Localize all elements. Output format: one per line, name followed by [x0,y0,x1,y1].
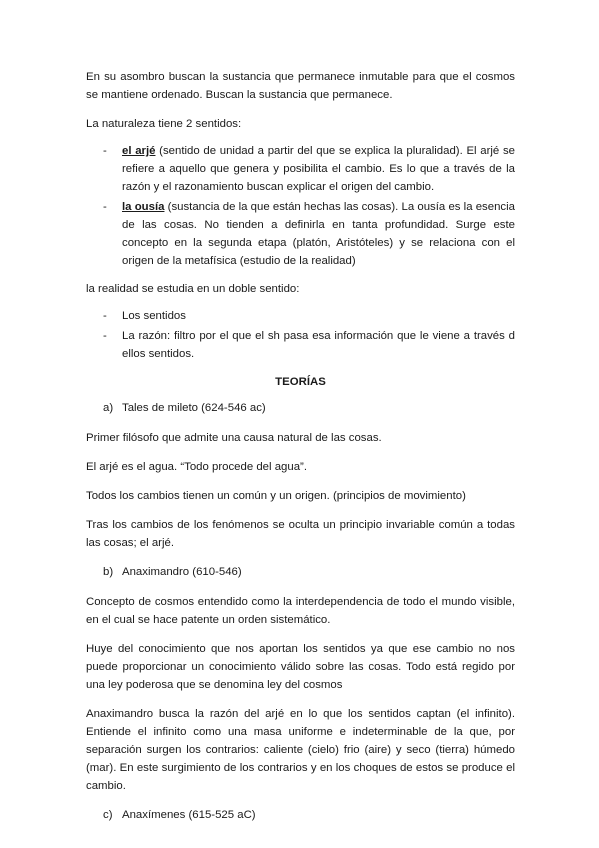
enum-marker: c) [103,809,113,821]
theory-title: Tales de mileto (624-546 ac) [122,402,266,414]
paragraph: Concepto de cosmos entendido como la interdependencia de todo el mundo visible, en el cual se hace patente un orden sistemático. [86,596,515,626]
term-arje: el arjé [122,145,156,157]
theory-c-heading [86,806,515,824]
list-item-senses [86,307,515,325]
reality-item-text: Los sentidos [122,310,186,322]
paragraph: Tras los cambios de los fenómenos se oculta un principio invariable común a todas las cosas; el arjé. [86,519,515,549]
dash-bullet: - [103,145,107,157]
dash-bullet: - [103,330,107,342]
enum-marker: a) [103,402,114,414]
theory-title: Anaxímenes (615-525 aC) [122,809,256,821]
dash-bullet: - [103,310,107,322]
paragraph: Huye del conocimiento que nos aportan los sentidos ya que ese cambio no nos puede proporcionar un conocimiento válido sobre las cosas. Todo está regido por una ley poderosa que se denomina ley del cosmos [86,643,515,691]
reality-item-text: La razón: filtro por el que el sh pasa esa información que le viene a través d ellos sentidos. [122,330,515,360]
document-body [86,68,515,836]
theory-b-heading [86,563,515,581]
nature-senses-list [86,142,515,270]
term-ousia: la ousía [122,201,165,213]
enum-marker: b) [103,566,114,578]
list-item-ousia [86,198,515,270]
ousia-description: (sustancia de la que están hechas las cosas). La ousía es la esencia de las cosas. No tienden a definirla en tanta profundidad. Surge este concepto en la segunda etapa (platón, Aristóteles) y se relaciona con el origen de la metafísica (estudio de la realidad) [122,201,515,267]
arje-description: (sentido de unidad a partir del que se explica la pluralidad). El arjé se refiere a aquello que genera y posibilita el cambio. Es lo que a través de la razón y el razonamiento buscan explicar el origen del cambio. [122,145,515,193]
list-item-arje [86,142,515,196]
paragraph: El arjé es el agua. “Todo procede del agua”. [86,461,307,473]
nature-senses-intro: La naturaleza tiene 2 sentidos: [86,118,242,130]
paragraph: Anaximandro busca la razón del arjé en lo que los sentidos captan (el infinito). Entiende el infinito como una masa uniforme e indeterminable de la que, por separación surgen los contrarios: caliente (cielo) frio (aire) y seco (tierra) húmedo (mar). En este surgimiento de los contrarios y en los choques de estos se produce el cambio. [86,708,515,792]
theory-title: Anaximandro (610-546) [122,566,242,578]
list-item-reason [86,327,515,363]
intro-paragraph: En su asombro buscan la sustancia que permanece inmutable para que el cosmos se mantiene ordenado. Buscan la sustancia que permanece. [86,71,515,101]
reality-list [86,307,515,363]
paragraph: Todos los cambios tienen un común y un origen. (principios de movimiento) [86,490,466,502]
paragraph: Primer filósofo que admite una causa natural de las cosas. [86,432,382,444]
section-heading: TEORÍAS [275,376,326,388]
theory-a-heading [86,399,515,417]
reality-intro: la realidad se estudia en un doble sentido: [86,283,300,295]
dash-bullet: - [103,201,107,213]
